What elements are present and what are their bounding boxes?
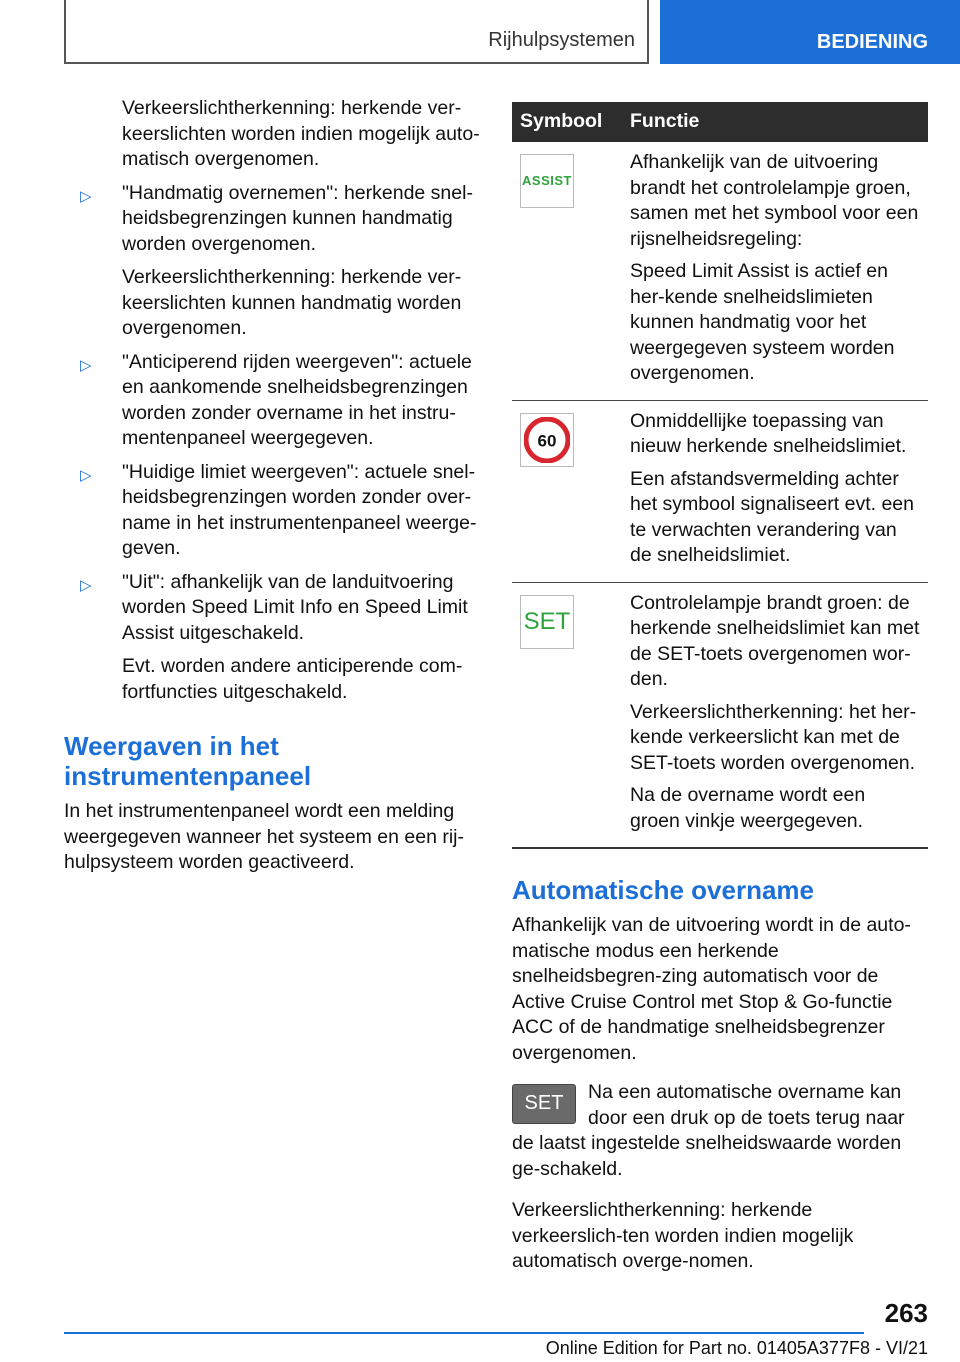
paragraph: Verkeerslichtherkenning: herkende ver-keerslichten kunnen handmatig worden overgenomen.: [122, 266, 462, 339]
footer-edition: Online Edition for Part no. 01405A377F8 - VI/21: [545, 1338, 928, 1358]
bullet-item: [64, 460, 484, 562]
set-icon: [520, 595, 574, 649]
bullet-item: [64, 350, 484, 452]
paragraph: In het instrumentenpaneel wordt een melding weergegeven wanneer het systeem en een rij-hulpsysteem worden geactiveerd.: [64, 800, 464, 873]
assist-icon: [520, 154, 574, 208]
table-header-function: Functie: [622, 102, 928, 142]
paragraph: Afhankelijk van de uitvoering wordt in de auto-matische modus een herkende snelheidsbegren-zing automatisch voor de Active Cruise Control met Stop & Go-functie ACC of de handmatige snelheidsbegrenzer overgenomen.: [512, 914, 911, 1064]
cell-text: Een afstandsvermelding achter het symbool signaliseert evt. een te verwachten verandering van de snelheidslimiet.: [630, 467, 914, 566]
paragraph: Verkeerslichtherkenning: herkende verkeerslich-ten worden indien mogelijk automatisch overge-nomen.: [512, 1199, 854, 1272]
header-chapter-box: [660, 0, 960, 64]
left-column: [64, 96, 484, 884]
triangle-bullet-icon: ▷: [80, 466, 92, 484]
triangle-bullet-icon: ▷: [80, 356, 92, 374]
cell-text: Controlelampje brandt groen: de herkende snelheidslimiet kan met de SET-toets overgenomen wor-den.: [630, 591, 920, 690]
paragraph: Verkeerslichtherkenning: herkende ver-keerslichten worden indien mogelijk auto-matisch overgenomen.: [122, 97, 480, 170]
bullet-text: "Anticiperend rijden weergeven": actuele en aankomende snelheidsbegrenzingen worden zonder overname in het instru-mentenpaneel weergegeven.: [122, 350, 472, 449]
set-button-icon: SET: [512, 1084, 576, 1124]
bullet-text: "Huidige limiet weergeven": actuele snel-heidsbegrenzingen worden zonder over-name in het instrumentenpaneel weerge-geven.: [122, 460, 477, 559]
right-column: [512, 96, 928, 1283]
cell-text: Afhankelijk van de uitvoering brandt het controlelampje groen, samen met het symbool voor een rijsnelheidsregeling:: [630, 151, 919, 250]
page-number: 263: [884, 1298, 928, 1328]
symbol-table: [512, 102, 928, 849]
table-row: [512, 400, 928, 582]
cell-text: Onmiddellijke toepassing van nieuw herkende snelheidslimiet.: [630, 409, 907, 457]
speed-limit-value: 60: [537, 431, 557, 450]
speed-limit-sign-icon: [520, 413, 574, 467]
triangle-bullet-icon: ▷: [80, 576, 92, 594]
assist-icon-label: ASSIST: [522, 173, 572, 189]
header-section-title: Rijhulpsystemen: [488, 29, 635, 51]
bullet-item: [64, 570, 484, 647]
footer-divider: [64, 1332, 864, 1334]
paragraph-text: Na een automatische overname kan door een druk op de toets terug naar de laatst ingestelde snelheidswaarde worden ge-schakeld.: [512, 1081, 905, 1180]
table-header-symbol: Symbool: [512, 102, 622, 142]
section-heading: Automatische overname: [512, 875, 814, 905]
triangle-bullet-icon: ▷: [80, 187, 92, 205]
set-icon-label: SET: [523, 607, 571, 635]
table-row: [512, 582, 928, 848]
bullet-text: "Uit": afhankelijk van de landuitvoering worden Speed Limit Info en Speed Limit Assist uitgeschakeld.: [122, 570, 468, 644]
paragraph: Evt. worden andere anticiperende com-fortfuncties uitgeschakeld.: [122, 655, 463, 703]
section-heading: Weergaven in het instrumentenpaneel: [64, 731, 312, 791]
paragraph-with-button: [512, 1080, 928, 1182]
cell-text: Speed Limit Assist is actief en her-kende snelheidslimieten kunnen handmatig voor het weergegeven systeem worden overgenomen.: [630, 260, 895, 384]
table-row: [512, 142, 928, 400]
header-section-box: [64, 0, 649, 64]
bullet-text: "Handmatig overnemen": herkende snel-heidsbegrenzingen kunnen handmatig worden overgenomen.: [122, 181, 473, 255]
bullet-item: [64, 181, 484, 258]
cell-text: Na de overname wordt een groen vinkje weergegeven.: [630, 784, 866, 832]
cell-text: Verkeerslichtherkenning: het her-kende verkeerslicht kan met de SET-toets worden overgenomen.: [630, 700, 917, 774]
header-chapter-title: BEDIENING: [816, 31, 928, 53]
